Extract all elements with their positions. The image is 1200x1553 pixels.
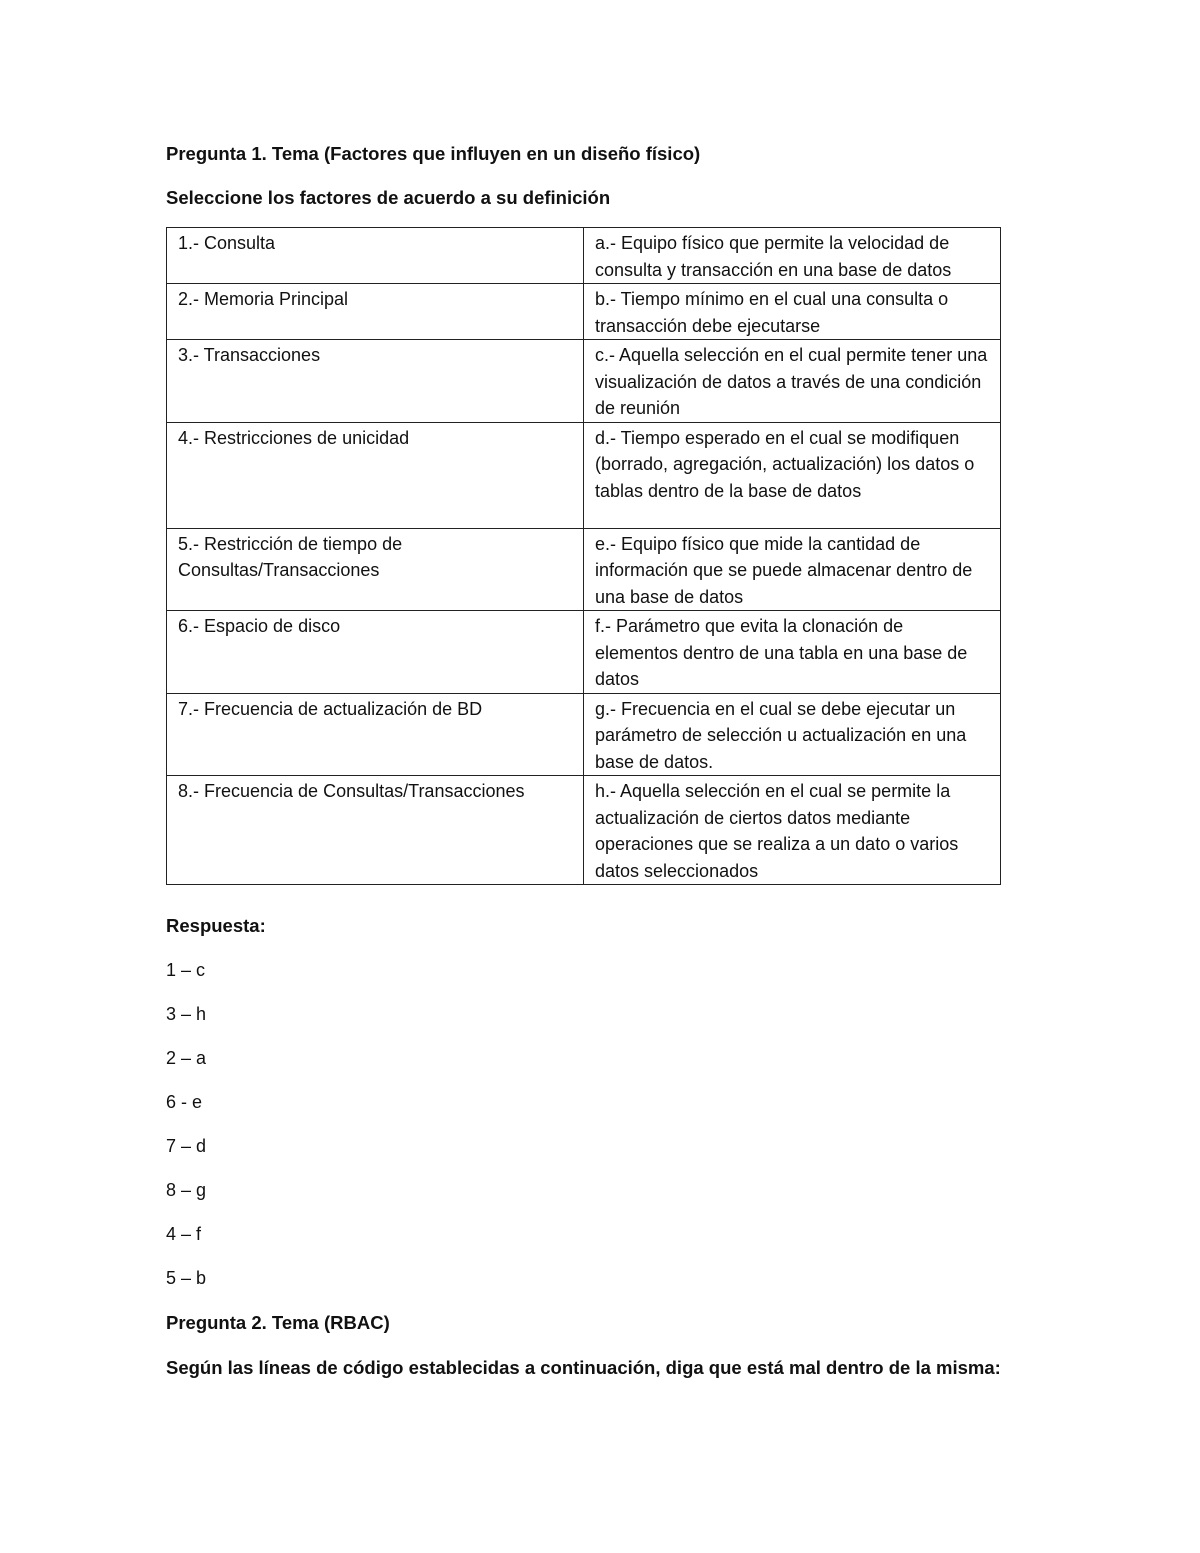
answer-line: 8 – g	[166, 1180, 207, 1200]
question-1-title: Pregunta 1. Tema (Factores que influyen en un diseño físico)	[166, 143, 701, 164]
factor-cell: 8.- Frecuencia de Consultas/Transacciones	[167, 776, 584, 885]
definition-cell: b.- Tiempo mínimo en el cual una consulta o transacción debe ejecutarse	[584, 284, 1001, 340]
factors-table	[166, 227, 1001, 885]
table-row	[167, 284, 1001, 340]
table-row	[167, 340, 1001, 423]
factor-cell: 1.- Consulta	[167, 228, 584, 284]
question-2-title: Pregunta 2. Tema (RBAC)	[166, 1312, 390, 1333]
factor-cell: 5.- Restricción de tiempo de Consultas/Transacciones	[167, 528, 584, 611]
factor-cell: 6.- Espacio de disco	[167, 611, 584, 694]
question-1-instruction: Seleccione los factores de acuerdo a su definición	[166, 187, 611, 208]
answer-line: 4 – f	[166, 1224, 202, 1244]
factor-cell: 4.- Restricciones de unicidad	[167, 422, 584, 528]
answer-line: 3 – h	[166, 1004, 207, 1024]
answer-line: 7 – d	[166, 1136, 207, 1156]
answer-line: 2 – a	[166, 1048, 207, 1068]
table-row	[167, 422, 1001, 528]
definition-cell: h.- Aquella selección en el cual se permite la actualización de ciertos datos mediante operaciones que se realiza a un dato o varios datos seleccionados	[584, 776, 1001, 885]
factor-cell: 2.- Memoria Principal	[167, 284, 584, 340]
definition-cell: f.- Parámetro que evita la clonación de elementos dentro de una tabla en una base de datos	[584, 611, 1001, 694]
answer-line: 5 – b	[166, 1268, 207, 1288]
question-2-instruction: Según las líneas de código establecidas a continuación, diga que está mal dentro de la misma:	[166, 1357, 1001, 1378]
definition-cell: a.- Equipo físico que permite la velocidad de consulta y transacción en una base de datos	[584, 228, 1001, 284]
factor-cell: 3.- Transacciones	[167, 340, 584, 423]
definition-cell: g.- Frecuencia en el cual se debe ejecutar un parámetro de selección u actualización en una base de datos.	[584, 693, 1001, 776]
table-row	[167, 776, 1001, 885]
definition-cell: e.- Equipo físico que mide la cantidad de información que se puede almacenar dentro de una base de datos	[584, 528, 1001, 611]
table-row	[167, 693, 1001, 776]
answer-line: 6 - e	[166, 1092, 203, 1112]
definition-cell: c.- Aquella selección en el cual permite tener una visualización de datos a través de una condición de reunión	[584, 340, 1001, 423]
answer-line: 1 – c	[166, 960, 206, 980]
factor-cell: 7.- Frecuencia de actualización de BD	[167, 693, 584, 776]
table-row	[167, 611, 1001, 694]
table-row	[167, 528, 1001, 611]
table-row	[167, 228, 1001, 284]
answer-label: Respuesta:	[166, 915, 266, 936]
definition-cell: d.- Tiempo esperado en el cual se modifiquen (borrado, agregación, actualización) los datos o tablas dentro de la base de datos	[584, 422, 1001, 528]
